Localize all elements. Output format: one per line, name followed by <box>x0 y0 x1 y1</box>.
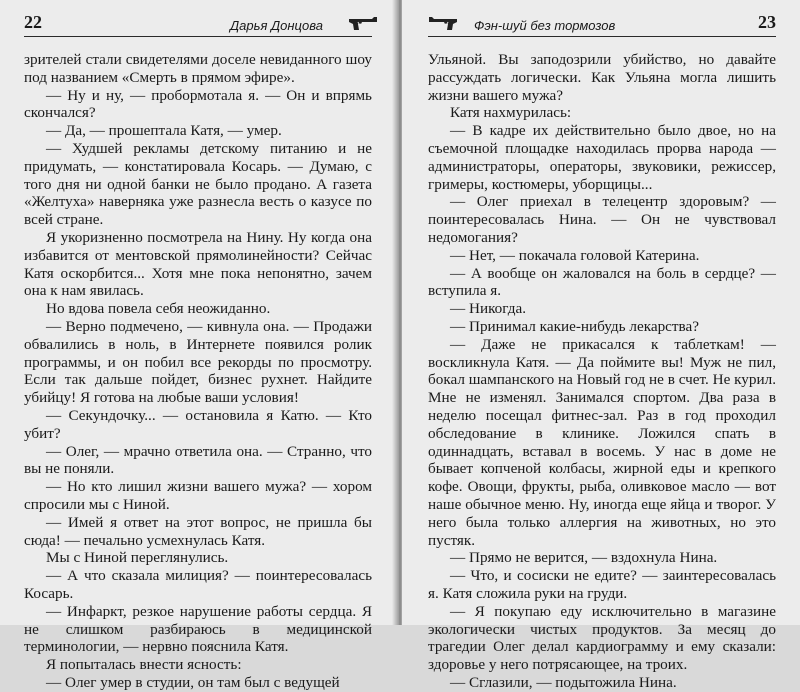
paragraph: — Принимал какие-нибудь лекарства? <box>450 317 700 335</box>
left-page-text <box>24 51 372 692</box>
paragraph: Катя нахмурилась: <box>450 104 572 122</box>
paragraph: зрителей стали свидетелями доселе невиданного шоу под названием «Смерть в прямом эфире». <box>24 51 372 86</box>
page-number: 23 <box>758 12 776 32</box>
page-number: 22 <box>24 12 42 32</box>
paragraph: — Олег умер в студии, он там был с ведущей <box>46 673 340 691</box>
paragraph: — Верно подмечено, — кивнула она. — Продажи обвалились в ноль, в Интернете появился ролик программы, и он побил все рекорды по просмотру. Если так дальше пойдет, бизнес рухнет. Найдите убийцу! Я готова на любые ваши условия! <box>24 317 372 407</box>
paragraph: — В кадре их действительно было двое, но на съемочной площадке находилась прорва народа — администраторы, операторы, звуковики, режиссер, гримеры, костюмеры, уборщицы... <box>428 122 776 193</box>
right-page <box>402 0 800 691</box>
right-page-header <box>428 12 776 37</box>
paragraph: — Да, — прошептала Катя, — умер. <box>46 122 282 140</box>
right-page-text <box>428 51 776 692</box>
paragraph: Но вдова повела себя неожиданно. <box>46 300 271 318</box>
left-page <box>0 0 398 691</box>
paragraph: — Сглазили, — подытожила Нина. <box>450 673 677 691</box>
paragraph: — Имей я ответ на этот вопрос, не пришла бы сюда! — печально усмехнулась Катя. <box>24 513 372 549</box>
paragraph: — А что сказала милиция? — поинтересовалась Косарь. <box>24 567 372 602</box>
paragraph: — Даже не прикасался к таблеткам! — воскликнула Катя. — Да поймите вы! Муж не пил, бокал шампанского на Новый год не в счет. Не курил. Мне не изменял. Занимался спортом. Два раза в неделю посещал фитнес-зал. Раз в год проходил обследование в клинике. Ложился спать в одиннадцать, вставал в восемь. У нас в доме не бывает копченой колбасы, жирной еды и крепкого кофе. Овощи, фрукты, рыба, оливковое масло — вот наше обычное меню. Ну, иногда еще яйца и творог. У него была только аллергия на животных, но это пустяк. <box>428 335 776 549</box>
paragraph: — Инфаркт, резкое нарушение работы сердца. Я не слишком разбираюсь в медицинской терминологии, — нервно пояснила Катя. <box>24 602 372 656</box>
paragraph: — Но кто лишил жизни вашего мужа? — хором спросили мы с Ниной. <box>24 478 372 513</box>
paragraph: — Что, и сосиски не едите? — заинтересовалась я. Катя сложила руки на груди. <box>428 567 776 602</box>
pistol-icon <box>348 16 378 32</box>
paragraph: Я попыталась внести ясность: <box>46 656 242 674</box>
paragraph: — Нет, — покачала головой Катерина. <box>450 246 700 264</box>
paragraph: — Ну и ну, — пробормотала я. — Он и впрямь скончался? <box>24 86 372 122</box>
paragraph: — Худшей рекламы детскому питанию и не придумать, — констатировала Косарь. — Думаю, с того дня ни одной банки не было продано. А газета «Желтуха» наверняка уже разнесла весть о казусе по всей стране. <box>24 139 372 229</box>
paragraph: — А вообще он жаловался на боль в сердце? — вступила я. <box>428 264 776 300</box>
paragraph: — Прямо не верится, — вздохнула Нина. <box>450 549 718 567</box>
running-title: Фэн-шуй без тормозов <box>474 18 616 33</box>
paragraph: Я укоризненно посмотрела на Нину. Ну когда она избавится от ментовской прямолинейности? Сейчас Катя оскорбится... Хотя мне пока непонятно, зачем она к нам явилась. <box>24 228 372 300</box>
paragraph: — Никогда. <box>450 300 527 318</box>
paragraph: — Я покупаю еду исключительно в магазине экологически чистых продуктов. За месяц до трагедии Олег делал кардиограмму и ему сказали: здоровье у него потрясающее, на троих. <box>428 602 776 674</box>
running-title: Дарья Донцова <box>230 18 323 33</box>
paragraph: — Олег приехал в телецентр здоровым? — поинтересовалась Нина. — Он не чувствовал недомогания? <box>428 193 776 246</box>
paragraph: Мы с Ниной переглянулись. <box>46 549 229 567</box>
paragraph: — Секундочку... — остановила я Катю. — Кто убит? <box>24 406 372 442</box>
paragraph: — Олег, — мрачно ответила она. — Странно, что вы не поняли. <box>24 442 372 478</box>
paragraph: Ульяной. Вы заподозрили убийство, но давайте рассуждать логически. Как Ульяна могла лишить жизни вашего мужа? <box>428 51 776 104</box>
left-page-header <box>24 12 372 37</box>
pistol-icon <box>428 16 458 32</box>
